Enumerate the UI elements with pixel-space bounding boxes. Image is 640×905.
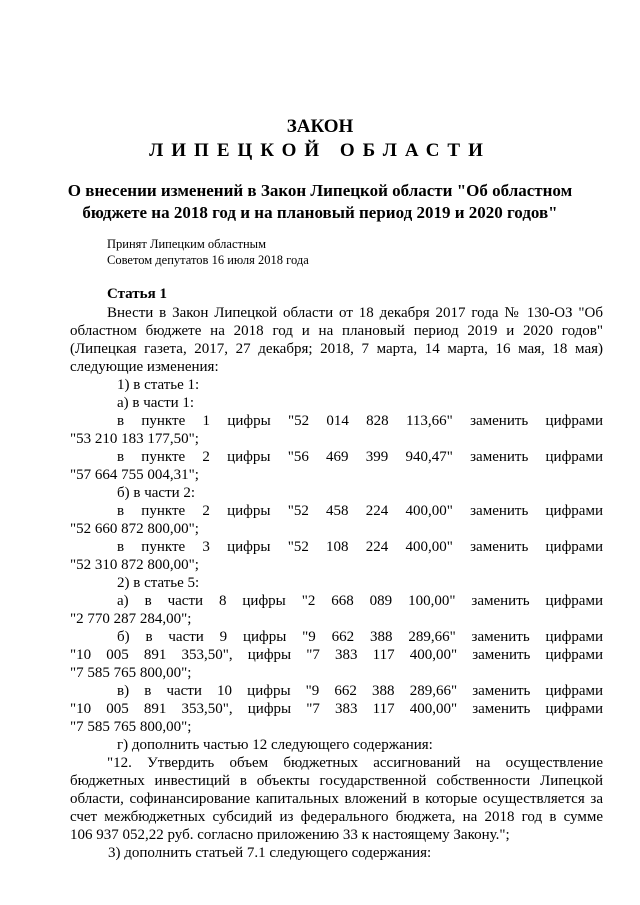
body-line: в пункте 2 цифры "56 469 399 940,47" заменить цифрами bbox=[117, 449, 603, 465]
body-line: бюджетных инвестиций в объекты государственной собственности Липецкой bbox=[70, 773, 603, 789]
body-line: "53 210 183 177,50"; bbox=[70, 431, 199, 447]
region-title: ЛИПЕЦКОЙ ОБЛАСТИ bbox=[149, 140, 491, 161]
body-line: Внести в Закон Липецкой области от 18 декабря 2017 года № 130-ОЗ "Об bbox=[107, 305, 603, 321]
body-line: в) в части 10 цифры "9 662 388 289,66" заменить цифрами bbox=[117, 683, 603, 699]
body-line: "10 005 891 353,50", цифры "7 383 117 400,00" заменить цифрами bbox=[70, 647, 603, 663]
body-line: области, софинансирование капитальных вложений в которые осуществляется за bbox=[70, 791, 603, 807]
body-line: г) дополнить частью 12 следующего содержания: bbox=[117, 737, 433, 753]
adopted-line-1: Принят Липецким областным bbox=[107, 237, 266, 251]
adopted-line-2: Советом депутатов 16 июля 2018 года bbox=[107, 253, 309, 267]
body-line: 3) дополнить статьей 7.1 следующего содержания: bbox=[108, 845, 432, 861]
body-line: в пункте 1 цифры "52 014 828 113,66" заменить цифрами bbox=[117, 413, 603, 429]
body-line: счет межбюджетных субсидий из федерального бюджета, на 2018 год в сумме bbox=[70, 809, 603, 825]
body-line: а) в части 1: bbox=[117, 395, 195, 411]
body-line: 1) в статье 1: bbox=[117, 377, 200, 393]
subject-line-1: О внесении изменений в Закон Липецкой области "Об областном bbox=[67, 181, 573, 200]
body-line: 106 937 052,22 руб. согласно приложению 33 к настоящему Закону."; bbox=[70, 827, 510, 843]
subject-line-2: бюджете на 2018 год и на плановый период 2019 и 2020 годов" bbox=[82, 203, 558, 222]
body-line: "7 585 765 800,00"; bbox=[70, 719, 192, 735]
body-line: "2 770 287 284,00"; bbox=[70, 611, 192, 627]
body-line: 2) в статье 5: bbox=[117, 575, 200, 591]
body-line: "52 310 872 800,00"; bbox=[70, 557, 199, 573]
body-line: б) в части 9 цифры "9 662 388 289,66" заменить цифрами bbox=[117, 629, 603, 645]
body-line: следующие изменения: bbox=[70, 359, 219, 375]
body-line: областном бюджете на 2018 год и на плановый период 2019 и 2020 годов" bbox=[70, 323, 603, 339]
body-line: (Липецкая газета, 2017, 27 декабря; 2018, 7 марта, 14 марта, 16 мая, 18 мая) bbox=[70, 341, 603, 357]
body-line: в пункте 3 цифры "52 108 224 400,00" заменить цифрами bbox=[117, 539, 603, 555]
body-line: "10 005 891 353,50", цифры "7 383 117 400,00" заменить цифрами bbox=[70, 701, 603, 717]
body-line: "12. Утвердить объем бюджетных ассигнований на осуществление bbox=[107, 755, 603, 771]
law-title: ЗАКОН bbox=[286, 116, 354, 137]
body-line: "7 585 765 800,00"; bbox=[70, 665, 192, 681]
article-heading: Статья 1 bbox=[107, 286, 167, 302]
body-line: "52 660 872 800,00"; bbox=[70, 521, 199, 537]
body-line: в пункте 2 цифры "52 458 224 400,00" заменить цифрами bbox=[117, 503, 603, 519]
body-line: б) в части 2: bbox=[117, 485, 196, 501]
body-line: "57 664 755 004,31"; bbox=[70, 467, 199, 483]
body-line: а) в части 8 цифры "2 668 089 100,00" заменить цифрами bbox=[117, 593, 603, 609]
